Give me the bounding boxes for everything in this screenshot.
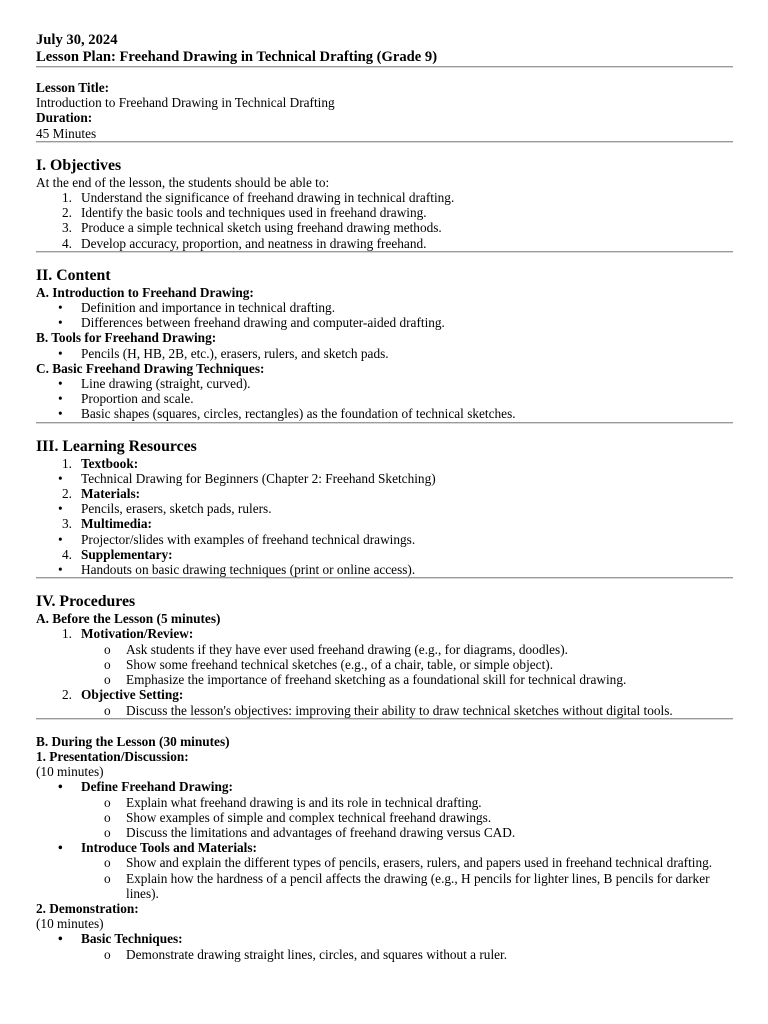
sub-bullet-icon: o (104, 870, 111, 886)
bullet-list (36, 931, 733, 946)
procedure-list (36, 687, 733, 702)
procedure-subheading: A. Before the Lesson (5 minutes) (36, 611, 221, 627)
list-item (36, 626, 733, 641)
list-item (36, 779, 733, 794)
lesson-title-label: Lesson Title: (36, 80, 110, 95)
list-number: 4. (62, 235, 72, 251)
content-subheading: B. Tools for Freehand Drawing: (36, 330, 217, 346)
sub-list-item (36, 825, 733, 840)
divider (36, 718, 733, 720)
list-item-text: Discuss the lesson's objectives: improving their ability to draw technical sketches without digital tools. (126, 702, 673, 718)
bullet-list (36, 300, 733, 330)
list-item (36, 471, 733, 486)
list-item (36, 840, 733, 855)
resources-list (36, 456, 733, 578)
section-heading-resources: III. Learning Resources (36, 437, 197, 455)
sub-list-item (36, 703, 733, 718)
list-item (36, 220, 733, 235)
divider (36, 141, 733, 143)
list-number: 2. (62, 205, 72, 221)
list-item (36, 562, 733, 577)
bullet-icon: • (58, 779, 63, 795)
list-number: 1. (62, 190, 72, 206)
list-item (36, 300, 733, 315)
sub-list-item (36, 672, 733, 687)
list-number: 1. (62, 455, 72, 471)
bullet-icon: • (58, 300, 63, 316)
list-item-text: Projector/slides with examples of freehand technical drawings. (81, 531, 416, 547)
list-number: 2. (62, 687, 72, 703)
list-item (36, 516, 733, 531)
list-item-text: Show some freehand technical sketches (e.g., of a chair, table, or simple object). (126, 656, 554, 672)
bullet-icon: • (58, 345, 63, 361)
list-item-text: Demonstrate drawing straight lines, circles, and squares without a ruler. (126, 946, 508, 962)
list-item (36, 687, 733, 702)
list-item-text: Handouts on basic drawing techniques (print or online access). (81, 562, 416, 578)
procedure-list (36, 626, 733, 641)
sub-bullet-icon: o (104, 809, 111, 825)
list-item-text: Show examples of simple and complex technical freehand drawings. (126, 809, 492, 825)
bullet-icon: • (58, 931, 63, 947)
bullet-icon: • (58, 840, 63, 856)
list-item (36, 315, 733, 330)
list-item-text: Proportion and scale. (81, 391, 194, 407)
list-item-text: Emphasize the importance of freehand sketching as a foundational skill for technical drawing. (126, 672, 627, 688)
list-item (36, 391, 733, 406)
list-item-label: Basic Techniques: (81, 931, 183, 947)
list-item-text: Technical Drawing for Beginners (Chapter 2: Freehand Sketching) (81, 470, 436, 486)
bullet-icon: • (58, 376, 63, 392)
divider (36, 577, 733, 579)
sub-bullet-icon: o (104, 656, 111, 672)
procedure-subheading: B. During the Lesson (30 minutes) (36, 733, 230, 749)
list-item-text: Basic shapes (squares, circles, rectangles) as the foundation of technical sketches. (81, 406, 516, 422)
procedure-step-time: (10 minutes) (36, 764, 104, 780)
list-item-label: Supplementary: (81, 546, 173, 562)
bullet-icon: • (58, 470, 63, 486)
list-item (36, 236, 733, 251)
section-heading-procedures: IV. Procedures (36, 593, 136, 611)
content-subheading: C. Basic Freehand Drawing Techniques: (36, 360, 265, 376)
sub-list-item (36, 855, 733, 870)
bullet-icon: • (58, 406, 63, 422)
list-item-label: Textbook: (81, 455, 139, 471)
list-item-text: Ask students if they have ever used freehand drawing (e.g., for diagrams, doodles). (126, 641, 568, 657)
sub-list (36, 947, 733, 962)
list-item-text: Pencils, erasers, sketch pads, rulers. (81, 501, 272, 517)
list-item-text: Explain how the hardness of a pencil affects the drawing (e.g., H pencils for lighter lines, B pencils for darker lines). (126, 870, 710, 901)
lesson-title-value: Introduction to Freehand Drawing in Technical Drafting (36, 95, 335, 111)
content-subheading: A. Introduction to Freehand Drawing: (36, 284, 254, 300)
list-item (36, 547, 733, 562)
list-number: 2. (62, 486, 72, 502)
list-item-text: Differences between freehand drawing and computer-aided drafting. (81, 315, 445, 331)
objectives-list (36, 190, 733, 251)
list-item-text: Line drawing (straight, curved). (81, 376, 251, 392)
bullet-icon: • (58, 315, 63, 331)
sub-bullet-icon: o (104, 824, 111, 840)
sub-list-item (36, 642, 733, 657)
list-item (36, 486, 733, 501)
list-item (36, 532, 733, 547)
list-item (36, 346, 733, 361)
procedure-step-time: (10 minutes) (36, 916, 104, 932)
bullet-icon: • (58, 391, 63, 407)
sub-list-item (36, 871, 733, 901)
list-item (36, 456, 733, 471)
sub-list-item (36, 795, 733, 810)
list-item-text: Discuss the limitations and advantages of freehand drawing versus CAD. (126, 824, 516, 840)
section-heading-objectives: I. Objectives (36, 156, 122, 174)
list-number: 4. (62, 546, 72, 562)
list-item (36, 190, 733, 205)
list-item (36, 205, 733, 220)
sub-bullet-icon: o (104, 794, 111, 810)
sub-bullet-icon: o (104, 946, 111, 962)
list-number: 3. (62, 516, 72, 532)
sub-bullet-icon: o (104, 672, 111, 688)
document-title: Lesson Plan: Freehand Drawing in Technical Drafting (Grade 9) (36, 49, 438, 65)
list-item-label: Introduce Tools and Materials: (81, 840, 257, 856)
procedure-step-title: 1. Presentation/Discussion: (36, 748, 189, 764)
list-item-text: Show and explain the different types of pencils, erasers, rulers, and papers used in freehand technical drafting. (126, 855, 713, 871)
list-item-text: Develop accuracy, proportion, and neatness in drawing freehand. (81, 235, 427, 251)
bullet-icon: • (58, 501, 63, 517)
list-item-label: Motivation/Review: (81, 626, 194, 642)
list-item (36, 376, 733, 391)
sub-list (36, 795, 733, 841)
list-item-text: Understand the significance of freehand drawing in technical drafting. (81, 190, 455, 206)
sub-bullet-icon: o (104, 702, 111, 718)
list-item-label: Define Freehand Drawing: (81, 779, 233, 795)
sub-list-item (36, 657, 733, 672)
list-item-text: Identify the basic tools and techniques used in freehand drawing. (81, 205, 427, 221)
list-item (36, 501, 733, 516)
list-item-text: Pencils (H, HB, 2B, etc.), erasers, rulers, and sketch pads. (81, 345, 389, 361)
sub-bullet-icon: o (104, 641, 111, 657)
list-item (36, 931, 733, 946)
document-date: July 30, 2024 (36, 32, 118, 48)
sub-list-item (36, 947, 733, 962)
section-heading-content: II. Content (36, 266, 111, 284)
list-item-text: Definition and importance in technical drafting. (81, 300, 336, 316)
objectives-intro: At the end of the lesson, the students should be able to: (36, 174, 330, 190)
list-item-text: Produce a simple technical sketch using freehand drawing methods. (81, 220, 442, 236)
bullet-list (36, 376, 733, 422)
bullet-list (36, 779, 733, 794)
divider (36, 66, 733, 68)
list-item-label: Objective Setting: (81, 687, 184, 703)
bullet-list (36, 840, 733, 855)
list-item-label: Materials: (81, 486, 141, 502)
sub-list-item (36, 810, 733, 825)
list-item (36, 406, 733, 421)
list-item-text: Explain what freehand drawing is and its role in technical drafting. (126, 794, 482, 810)
sub-list (36, 703, 733, 718)
procedure-step-title: 2. Demonstration: (36, 900, 139, 916)
duration-value: 45 Minutes (36, 125, 97, 141)
bullet-icon: • (58, 562, 63, 578)
list-number: 1. (62, 626, 72, 642)
sub-list (36, 642, 733, 688)
list-number: 3. (62, 220, 72, 236)
divider (36, 251, 733, 253)
document (36, 32, 733, 962)
sub-bullet-icon: o (104, 855, 111, 871)
duration-label: Duration: (36, 110, 93, 126)
bullet-list (36, 346, 733, 361)
bullet-icon: • (58, 531, 63, 547)
divider (36, 422, 733, 424)
list-item-label: Multimedia: (81, 516, 152, 532)
sub-list (36, 855, 733, 901)
